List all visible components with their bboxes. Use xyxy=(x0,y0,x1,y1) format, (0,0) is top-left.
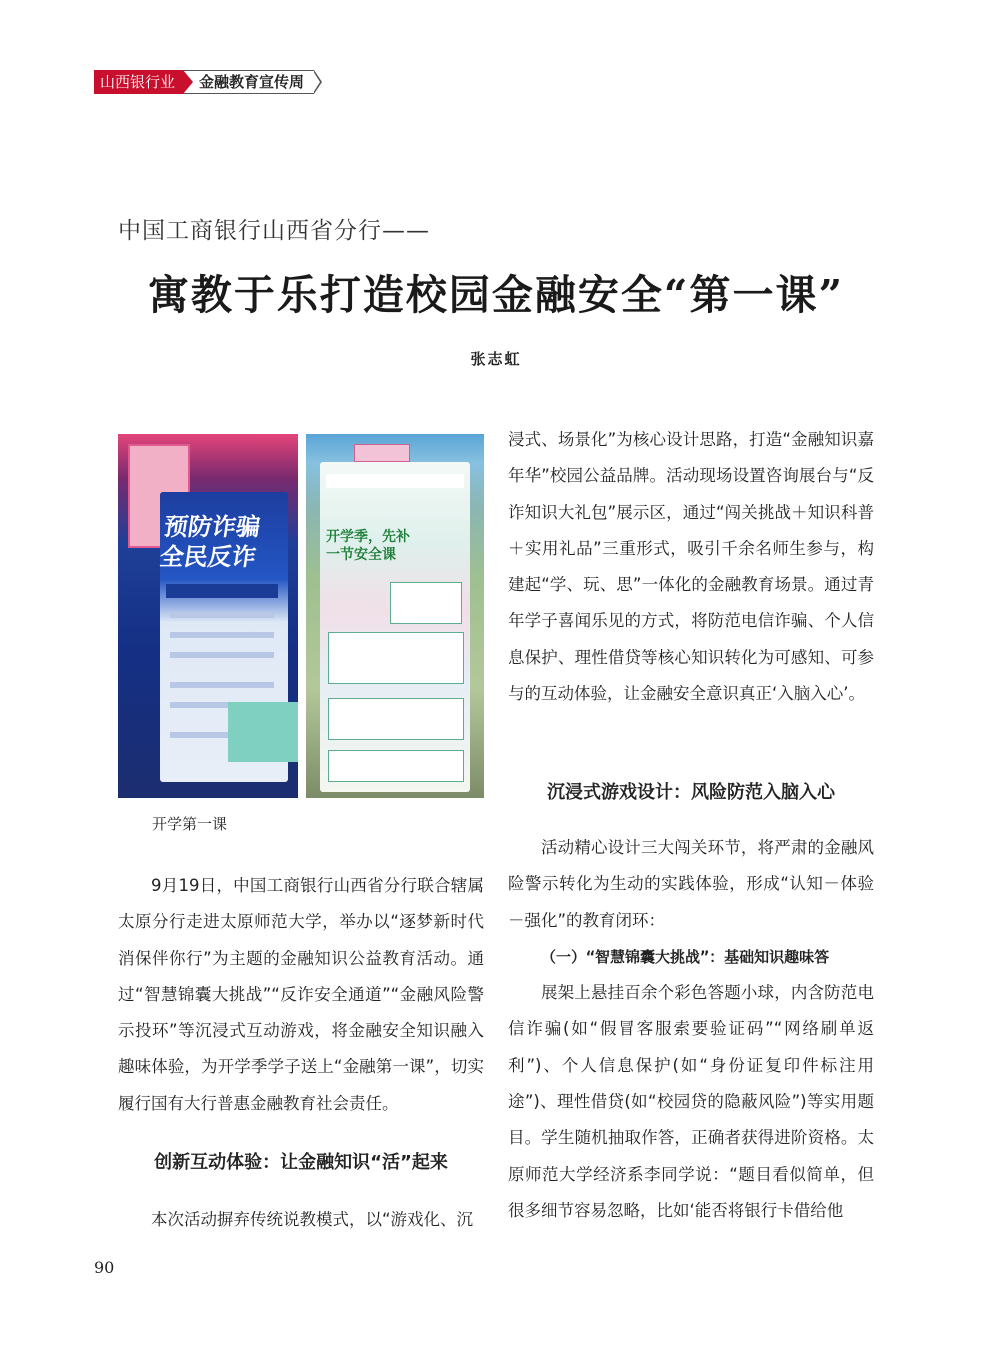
section-heading-2-wrap xyxy=(508,778,874,804)
subheading: （一）“智慧锦囊大挑战”：基础知识趣味答 xyxy=(541,947,830,966)
left-column-bottom xyxy=(118,1202,484,1238)
standee-line xyxy=(170,652,274,658)
standee-box xyxy=(328,750,464,782)
standee-header-strip xyxy=(326,474,464,488)
safety-class-standee xyxy=(320,462,470,792)
paragraph: 9月19日，中国工商银行山西省分行联合辖属太原分行走进太原师范大学，举办以“逐梦新时代 消保伴你行”为主题的金融知识公益教育活动。通过“智慧锦囊大挑战”“反诈安全通道”“金融风险警示投环”等沉浸式互动游戏，将金融安全知识融入趣味体验，为开学季学子送上“金融第一课”，切实履行国有大行普惠金融教育社会责任。 xyxy=(118,876,484,1113)
section-tag xyxy=(94,70,314,94)
standee-box xyxy=(328,632,464,684)
article-title: 寓教于乐打造校园金融安全“第一课” xyxy=(147,271,845,319)
section-heading: 沉浸式游戏设计：风险防范入脑入心 xyxy=(547,782,835,803)
column-name-label: 金融教育宣传周 xyxy=(183,70,314,94)
standee-band xyxy=(166,584,278,598)
standee-headline: 预防诈骗 全民反诈 xyxy=(157,513,263,571)
page-number: 90 xyxy=(94,1258,115,1277)
standee-line xyxy=(170,632,274,638)
section-heading: 创新互动体验：让金融知识“活”起来 xyxy=(154,1152,448,1173)
event-photo-right xyxy=(306,434,484,798)
photo-caption: 开学第一课 xyxy=(152,815,228,833)
pink-sign-graphic xyxy=(354,444,410,462)
article-kicker: 中国工商银行山西省分行—— xyxy=(118,218,430,244)
right-column-top xyxy=(508,422,874,712)
paragraph: 浸式、场景化”为核心设计思路，打造“金融知识嘉年华”校园公益品牌。活动现场设置咨询展台与“反诈知识大礼包”展示区，通过“闯关挑战＋知识科普＋实用礼品”三重形式，吸引千余名师生参与，构建起“学、玩、思”一体化的金融教育场景。通过青年学子喜闻乐见的方式，将防范电信诈骗、个人信息保护、理性借贷等核心知识转化为可感知、可参与的互动体验，让金融安全意识真正‘入脑入心’。 xyxy=(508,430,874,704)
event-photo-left xyxy=(118,434,298,798)
standee-box xyxy=(390,582,462,624)
standee-slogan: 开学季，先补一节安全课 xyxy=(326,529,410,563)
right-column-bottom xyxy=(508,830,874,1229)
standee-line xyxy=(170,682,274,688)
paragraph: 本次活动摒弃传统说教模式，以“游戏化、沉 xyxy=(151,1210,474,1229)
standee-line xyxy=(170,612,274,618)
section-tag-label: 山西银行业 xyxy=(94,70,183,94)
paragraph: 展架上悬挂百余个彩色答题小球，内含防范电信诈骗(如“假冒客服索要验证码”“网络刷单返利”)、个人信息保护(如“身份证复印件标注用途”)、理性借贷(如“校园贷的隐蔽风险”)等实用题目。学生随机抽取作答，正确者获得进阶资格。太原师范大学经济系李同学说：“题目看似简单，但很多细节容易忽略，比如‘能否将银行卡借给他 xyxy=(508,983,874,1220)
left-column xyxy=(118,868,484,1122)
section-heading-1-wrap xyxy=(118,1148,484,1174)
standee-box xyxy=(328,698,464,740)
paragraph: 活动精心设计三大闯关环节，将严肃的金融风险警示转化为生动的实践体验，形成“认知－体验－强化”的教育闭环： xyxy=(508,838,874,930)
table-graphic xyxy=(228,702,298,762)
article-author: 张志虹 xyxy=(470,350,522,368)
